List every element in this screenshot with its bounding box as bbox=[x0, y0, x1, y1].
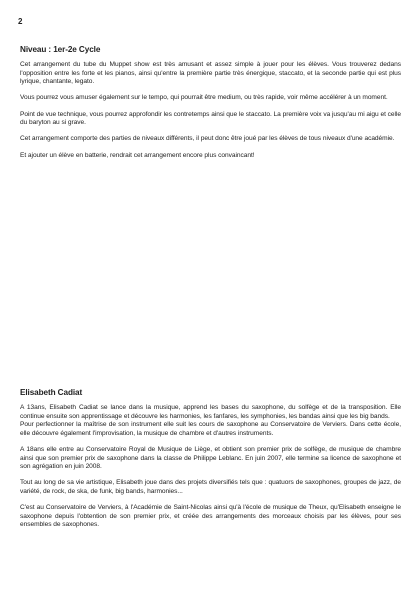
niveau-section bbox=[20, 45, 401, 168]
biography-section bbox=[20, 388, 401, 538]
niveau-heading: Niveau : 1er-2e Cycle bbox=[20, 45, 101, 54]
niveau-paragraph-5: Et ajouter un élève en batterie, rendrait cet arrangement encore plus convaincant! bbox=[20, 151, 255, 159]
niveau-paragraph-4: Cet arrangement comporte des parties de niveaux différents, il peut donc être joué par les élèves de tous niveaux d'une académie. bbox=[20, 135, 395, 143]
biography-paragraph-5: C'est au Conservatoire de Verviers, à l'Académie de Saint-Nicolas ainsi qu'à l'école de musique de Theux, qu'Elisabeth enseigne le saxophone depuis l'obtention de son premier prix, et créée des arrangements des morceaux choisis par les élèves, pour ses ensembles de saxophones. bbox=[20, 504, 401, 529]
niveau-paragraph-2: Vous pourrez vous amuser également sur le tempo, qui pourrait être medium, ou très rapide, voir même accélérer à un moment. bbox=[20, 94, 388, 102]
niveau-paragraph-3: Point de vue technique, vous pourrez approfondir les contretemps ainsi que le staccato. La première voix va jusqu'au mi aigu et celle du baryton au si grave. bbox=[20, 110, 401, 127]
biography-paragraph-1: A 13ans, Elisabeth Cadiat se lance dans la musique, apprend les bases du saxophone, du solfège et de la transposition. Elle continue ensuite son apprentissage et découvre les harmonies, les fanfares, les symphonies, les bandas ainsi que les big bands. bbox=[20, 404, 401, 420]
niveau-paragraph-1: Cet arrangement du tube du Muppet show est très amusant et assez simple à jouer pour les élèves. Vous trouverez dedans l'opposition entre les forte et les pianos, ainsi qu'entre la première partie très énergique, staccato, et la seconde partie qui est plus lyrique, chantante, legato. bbox=[20, 61, 401, 86]
page-number: 2 bbox=[18, 17, 23, 26]
biography-paragraph-3: A 18ans elle entre au Conservatoire Royal de Musique de Liège, et obtient son premier prix de solfège, de musique de chambre ainsi que son premier prix de saxophone dans la classe de Philippe Leblanc. En juin 2007, elle termine sa licence de saxophone et son agrégation en juin 2008. bbox=[20, 445, 401, 471]
biography-paragraph-2: Pour perfectionner la maîtrise de son instrument elle suit les cours de saxophone au Conservatoire de Verviers. Dans cette école, elle découvre également l'improvisation, la musique de chambre et d'autres instruments. bbox=[20, 421, 401, 437]
biography-paragraph-4: Tout au long de sa vie artistique, Elisabeth joue dans des projets diversifiés tels que : quatuors de saxophones, groupes de jazz, de variété, de rock, de ska, de funk, big bands, harmonies... bbox=[20, 479, 401, 495]
biography-heading: Elisabeth Cadiat bbox=[20, 388, 83, 397]
